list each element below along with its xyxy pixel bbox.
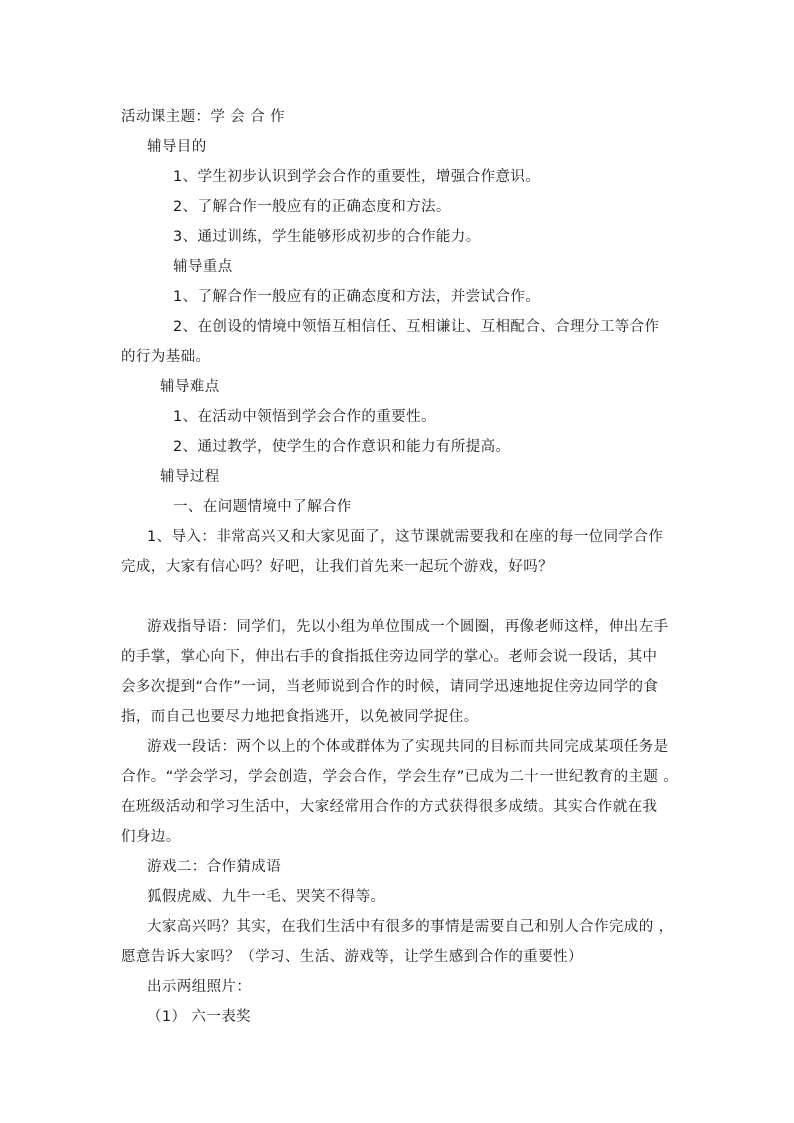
game-text-line-4: 们身边。 — [121, 829, 181, 845]
section-heading-objectives: 辅导目的 — [147, 139, 207, 155]
discussion-line-2: 愿意告诉大家吗？（学习、生活、游戏等，让学生感到合作的重要性） — [121, 949, 583, 965]
process-step-1-heading: 一、在问题情境中了解合作 — [173, 499, 352, 515]
key-point-item-1: 1、了解合作一般应有的正确态度和方法，并尝试合作。 — [173, 289, 541, 305]
intro-paragraph-line-2: 完成，大家有信心吗？好吧，让我们首先来一起玩个游戏，好吗？ — [121, 559, 554, 575]
difficulty-item-2: 2、通过教学，使学生的合作意识和能力有所提高。 — [173, 439, 511, 455]
discussion-line-1: 大家高兴吗？其实，在我们生活中有很多的事情是需要自己和别人合作完成的 ， — [147, 919, 674, 935]
section-heading-key-points: 辅导重点 — [173, 259, 233, 275]
game-text-line-2: 合作。“学会学习，学会创造，学会合作，学会生存”已成为二十一世纪教育的主题 。 — [121, 769, 679, 785]
idiom-examples: 狐假虎威、九牛一毛、哭笑不得等。 — [147, 889, 386, 905]
game-instructions-line-3: 会多次提到“合作”一词，当老师说到合作的时候，请同学迅速地捉住旁边同学的食 — [121, 679, 659, 695]
game-text-line-3: 在班级活动和学习生活中，大家经常用合作的方式获得很多成绩。其实合作就在我 — [121, 799, 658, 815]
photos-heading: 出示两组照片： — [147, 979, 252, 995]
objective-item-3: 3、通过训练，学生能够形成初步的合作能力。 — [173, 229, 481, 245]
game-text-line-1: 游戏一段话：两个以上的个体或群体为了实现共同的目标而共同完成某项任务是 — [147, 739, 669, 755]
document-title: 活动课主题：学 会 合 作 — [121, 109, 286, 125]
key-point-item-2: 2、在创设的情境中领悟互相信任、互相谦让、互相配合、合理分工等合作 — [173, 319, 660, 335]
photo-group-1: （1） 六一表奖 — [147, 1009, 252, 1025]
game-two-heading: 游戏二：合作猜成语 — [147, 859, 282, 875]
game-instructions-line-1: 游戏指导语：同学们，先以小组为单位围成一个圆圈，再像老师这样，伸出左手 — [147, 619, 669, 635]
objective-item-1: 1、学生初步认识到学会合作的重要性，增强合作意识。 — [173, 169, 541, 185]
key-point-item-2-cont: 的行为基础。 — [121, 349, 211, 365]
intro-paragraph-line-1: 1、导入：非常高兴又和大家见面了，这节课就需要我和在座的每一位同学合作 — [147, 529, 664, 545]
game-instructions-line-2: 的手掌，掌心向下，伸出右手的食指抵住旁边同学的掌心。老师会说一段话，其中 — [121, 649, 658, 665]
section-heading-process: 辅导过程 — [160, 469, 220, 485]
objective-item-2: 2、了解合作一般应有的正确态度和方法。 — [173, 199, 451, 215]
section-heading-difficulties: 辅导难点 — [160, 379, 220, 395]
difficulty-item-1: 1、在活动中领悟到学会合作的重要性。 — [173, 409, 436, 425]
game-instructions-line-4: 指，而自己也要尽力地把食指逃开，以免被同学捉住。 — [121, 709, 479, 725]
